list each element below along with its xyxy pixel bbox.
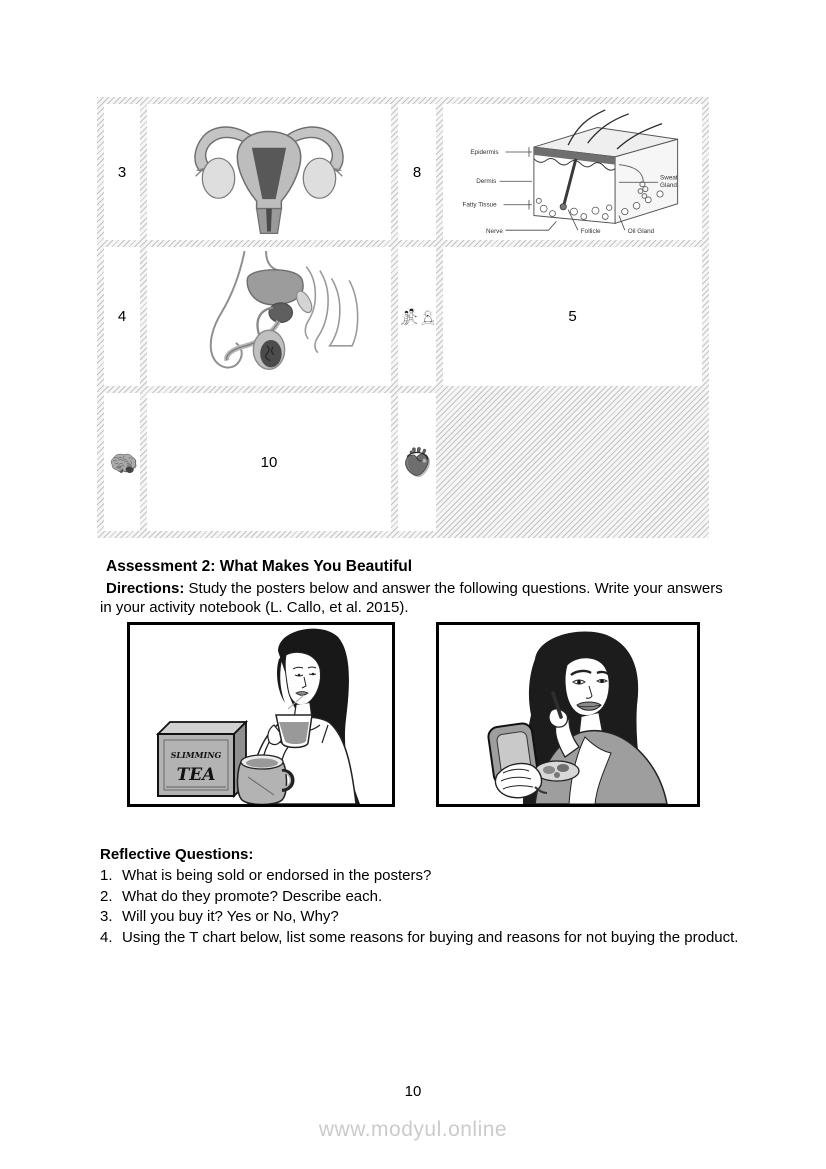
- question-number: 3.: [100, 908, 113, 926]
- skin-label-sweat: Sweat: [659, 174, 678, 182]
- skin-label-oil-gland: Oil Gland: [627, 228, 654, 236]
- slimming-tea-poster-illustration: [130, 625, 392, 804]
- assessment-directions: [100, 579, 736, 618]
- male-reproductive-system-illustration: [169, 251, 369, 383]
- female-reproductive-system-illustration: [169, 107, 369, 237]
- poster-slimming-tea: [127, 622, 395, 807]
- brain-illustration: [104, 397, 140, 528]
- directions-text: Study the posters below and answer the following questions. Write your answers in your activity notebook (L. Callo, et al. 2015).: [100, 579, 723, 616]
- page-number: 10: [404, 1083, 422, 1100]
- skin-label-epidermis: Epidermis: [469, 148, 499, 156]
- anatomy-table: [97, 97, 709, 538]
- reflective-heading: Reflective Questions:: [100, 846, 254, 863]
- reflective-questions-section: [100, 845, 744, 949]
- reflective-question-4: [100, 928, 744, 949]
- reflective-question-3: [100, 907, 744, 928]
- poster-makeup: [436, 622, 700, 807]
- makeup-poster-illustration: [439, 625, 697, 804]
- table-cell-image-female-reproductive: [147, 104, 391, 240]
- children-playing-and-crying-baby-illustration: [398, 253, 436, 381]
- heart-illustration: [398, 394, 436, 530]
- tea-box-brand-line1: SLIMMING: [170, 750, 222, 760]
- table-cell-number-5: 5: [443, 247, 702, 386]
- assessment-title: Assessment 2: What Makes You Beautiful: [106, 558, 413, 575]
- table-cell-image-brain: [104, 393, 140, 531]
- skin-label-fatty-tissue: Fatty Tissue: [462, 201, 497, 209]
- reflective-question-2: [100, 887, 744, 908]
- table-cell-image-heart: [398, 393, 436, 531]
- posters-row: [127, 622, 700, 807]
- table-cell-number-10: 10: [147, 393, 391, 531]
- skin-label-nerve: Nerve: [485, 228, 503, 236]
- assessment-section: [100, 557, 736, 618]
- question-text: Will you buy it? Yes or No, Why?: [122, 908, 339, 926]
- watermark: www.modyul.online: [318, 1118, 508, 1141]
- directions-label: Directions:: [106, 579, 185, 597]
- table-cell-number-3: 3: [104, 104, 140, 240]
- skin-cross-section-diagram: [449, 106, 697, 238]
- question-number: 1.: [100, 866, 113, 884]
- table-cell-number-4: 4: [104, 247, 140, 386]
- table-cell-number-8: 8: [398, 104, 436, 240]
- question-text: Using the T chart below, list some reasons for buying and reasons for not buying the product.: [122, 929, 739, 947]
- question-text: What is being sold or endorsed in the posters?: [122, 866, 432, 884]
- question-number: 4.: [100, 929, 113, 947]
- reflective-question-1: [100, 866, 744, 887]
- tea-box-brand-line2: TEA: [176, 765, 216, 785]
- skin-label-follicle: Follicle: [580, 228, 601, 236]
- question-number: 2.: [100, 887, 113, 905]
- table-cell-image-male-reproductive: [147, 247, 391, 386]
- table-cell-image-skin: [443, 104, 702, 240]
- skin-label-sweat-gland: Gland: [659, 182, 677, 190]
- table-cell-image-children-baby: [398, 247, 436, 386]
- question-text: What do they promote? Describe each.: [122, 887, 383, 905]
- skin-label-dermis: Dermis: [475, 178, 496, 186]
